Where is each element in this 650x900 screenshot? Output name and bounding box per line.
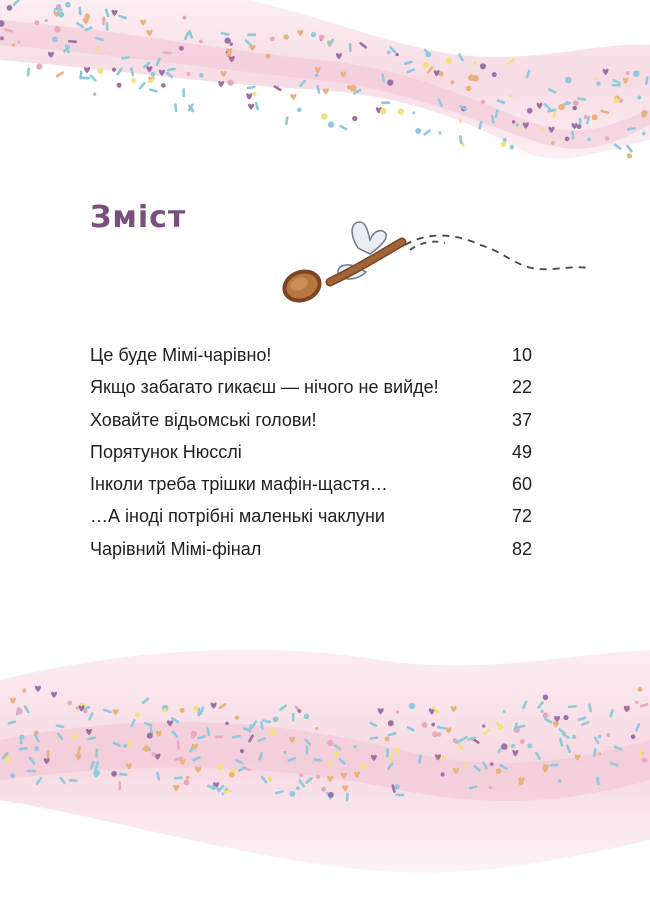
sprinkle-dot bbox=[117, 83, 122, 88]
sprinkle-dot bbox=[321, 787, 326, 792]
sprinkle-dot bbox=[36, 63, 42, 69]
sprinkle-stick bbox=[386, 748, 389, 757]
sprinkle-dot bbox=[563, 715, 568, 720]
sprinkle-stick bbox=[69, 779, 78, 782]
sprinkle-dot bbox=[16, 708, 22, 714]
sprinkle-dot bbox=[501, 141, 507, 147]
sprinkle-dot bbox=[510, 145, 515, 150]
sprinkle-stick bbox=[612, 84, 621, 87]
sprinkle-stick bbox=[381, 101, 390, 104]
sprinkle-dot bbox=[94, 774, 98, 778]
sprinkle-dot bbox=[22, 688, 26, 692]
sprinkle-dot bbox=[182, 16, 186, 20]
sprinkle-dot bbox=[76, 706, 79, 709]
toc-entry-page: 10 bbox=[511, 345, 532, 365]
sprinkle-dot bbox=[229, 772, 235, 778]
sprinkle-dot bbox=[34, 20, 39, 25]
sprinkle-dot bbox=[186, 72, 190, 76]
sprinkle-dot bbox=[415, 128, 421, 134]
sprinkle-dot bbox=[147, 733, 153, 739]
toc-entry-page: 49 bbox=[511, 441, 532, 462]
sprinkle-dot bbox=[350, 85, 357, 92]
sprinkle-dot bbox=[480, 63, 486, 69]
sprinkle-dot bbox=[5, 756, 11, 762]
sprinkle-dot bbox=[297, 107, 302, 112]
sprinkle-dot bbox=[315, 727, 318, 730]
sprinkle-dot bbox=[398, 109, 404, 115]
sprinkle-stick bbox=[346, 792, 349, 801]
toc-entry-title: …А іноді потрібні маленькі чаклуни bbox=[90, 506, 385, 527]
sprinkle-dot bbox=[425, 52, 431, 58]
sprinkle-dot bbox=[481, 100, 485, 104]
sprinkle-dot bbox=[496, 768, 502, 774]
sprinkle-dot bbox=[543, 695, 549, 701]
sprinkle-dot bbox=[437, 732, 442, 737]
sprinkle-ribbon-top bbox=[0, 0, 650, 200]
page-title: Зміст bbox=[90, 200, 187, 235]
sprinkle-dot bbox=[441, 772, 445, 776]
sprinkle-stick bbox=[292, 713, 295, 722]
sprinkle-dot bbox=[270, 37, 275, 42]
sprinkle-dot bbox=[235, 716, 239, 720]
sprinkle-dot bbox=[606, 733, 610, 737]
sprinkle-stick bbox=[106, 22, 109, 31]
sprinkle-dot bbox=[183, 780, 189, 786]
sprinkle-dot bbox=[511, 744, 515, 748]
sprinkle-dot bbox=[395, 53, 398, 56]
sprinkle-dot bbox=[361, 763, 366, 768]
sprinkle-dot bbox=[283, 34, 288, 39]
table-of-contents bbox=[90, 345, 532, 571]
sprinkle-dot bbox=[315, 74, 318, 77]
sprinkle-dot bbox=[186, 776, 190, 780]
sprinkle-dot bbox=[163, 708, 167, 712]
sprinkle-dot bbox=[587, 138, 591, 142]
sprinkle-dot bbox=[296, 786, 300, 790]
sprinkle-dot bbox=[464, 763, 468, 767]
sprinkle-dot bbox=[199, 40, 203, 44]
sprinkle-dot bbox=[45, 19, 48, 22]
sprinkle-dot bbox=[551, 141, 555, 145]
sprinkle-dot bbox=[450, 80, 454, 84]
sprinkle-dot bbox=[412, 111, 415, 114]
sprinkle-dot bbox=[328, 121, 334, 127]
sprinkle-dot bbox=[516, 123, 519, 126]
toc-entry[interactable] bbox=[90, 506, 532, 538]
sprinkle-dot bbox=[641, 110, 647, 116]
sprinkle-dot bbox=[252, 92, 257, 97]
sprinkle-dot bbox=[592, 114, 598, 120]
sprinkle-dot bbox=[54, 26, 60, 32]
sprinkle-dot bbox=[225, 722, 229, 726]
sprinkle-dot bbox=[520, 739, 525, 744]
sprinkle-dot bbox=[321, 113, 327, 119]
sprinkle-dot bbox=[459, 119, 462, 122]
toc-entry-title: Інколи треба трішки мафін-щастя… bbox=[90, 474, 388, 495]
toc-entry-title: Порятунок Нюсслі bbox=[90, 441, 242, 462]
sprinkle-dot bbox=[199, 73, 203, 77]
sprinkle-stick bbox=[27, 769, 36, 772]
sprinkle-dot bbox=[316, 774, 320, 778]
sprinkle-heart bbox=[248, 104, 254, 110]
sprinkle-dot bbox=[572, 735, 576, 739]
sprinkle-stick bbox=[390, 753, 393, 762]
sprinkle-dot bbox=[438, 131, 441, 134]
sprinkle-dot bbox=[409, 703, 415, 709]
sprinkle-dot bbox=[596, 82, 600, 86]
sprinkle-dot bbox=[226, 52, 231, 57]
sprinkle-dot bbox=[439, 71, 444, 76]
sprinkle-dot bbox=[65, 2, 71, 8]
sprinkle-dot bbox=[565, 77, 572, 84]
sprinkle-stick bbox=[306, 746, 309, 755]
sprinkle-dot bbox=[473, 61, 476, 64]
sprinkle-dot bbox=[387, 50, 391, 54]
sprinkle-stick bbox=[247, 34, 256, 37]
sprinkle-dot bbox=[354, 745, 357, 748]
toc-entry-page: 22 bbox=[511, 377, 532, 398]
toc-entry-title: Якщо забагато гикаєш — нічого не вийде! bbox=[90, 377, 439, 398]
sprinkle-heart bbox=[290, 94, 296, 100]
sprinkle-dot bbox=[352, 116, 357, 121]
sprinkle-stick bbox=[254, 101, 259, 110]
sprinkle-stick bbox=[247, 86, 256, 90]
sprinkle-dot bbox=[111, 771, 117, 777]
sprinkle-stick bbox=[138, 81, 146, 89]
sprinkle-stick bbox=[174, 103, 177, 112]
sprinkle-dot bbox=[229, 42, 232, 45]
sprinkle-dot bbox=[93, 93, 96, 96]
sprinkle-dot bbox=[519, 126, 522, 129]
sprinkle-dot bbox=[304, 714, 310, 720]
toc-entry[interactable] bbox=[90, 345, 532, 377]
sprinkle-dot bbox=[224, 38, 230, 44]
sprinkle-dot bbox=[558, 104, 564, 110]
sprinkle-dot bbox=[565, 101, 569, 105]
sprinkle-dot bbox=[512, 120, 515, 123]
sprinkle-dot bbox=[328, 792, 334, 798]
sprinkle-heart bbox=[246, 93, 252, 99]
sprinkle-dot bbox=[328, 762, 332, 766]
sprinkle-dot bbox=[453, 738, 458, 743]
toc-entry-title: Ховайте відьомські голови! bbox=[90, 409, 317, 430]
sprinkle-dot bbox=[289, 791, 295, 797]
sprinkle-dot bbox=[446, 58, 452, 64]
sprinkle-dot bbox=[394, 748, 400, 754]
sprinkle-dot bbox=[558, 779, 562, 783]
sprinkle-dot bbox=[541, 127, 544, 130]
toc-entry-page: 82 bbox=[511, 538, 532, 559]
sprinkle-dot bbox=[380, 108, 386, 114]
sprinkle-dot bbox=[269, 729, 275, 735]
sprinkle-dot bbox=[626, 71, 630, 75]
sprinkle-dot bbox=[468, 74, 475, 81]
sprinkle-dot bbox=[135, 712, 140, 717]
sprinkle-dot bbox=[527, 108, 533, 114]
sprinkle-dot bbox=[637, 96, 641, 100]
sprinkle-dot bbox=[72, 734, 77, 739]
sprinkle-dot bbox=[527, 744, 532, 749]
toc-entry-page: 37 bbox=[511, 409, 532, 430]
sprinkle-stick bbox=[182, 88, 185, 97]
sprinkle-dot bbox=[501, 743, 507, 749]
sprinkle-dot bbox=[191, 731, 197, 737]
sprinkle-dot bbox=[112, 68, 116, 72]
sprinkle-stick bbox=[395, 794, 404, 797]
sprinkle-dot bbox=[12, 43, 16, 47]
toc-entry-title: Це буде Мімі-чарівно! bbox=[90, 345, 272, 365]
sprinkle-stick bbox=[118, 781, 121, 790]
sprinkle-dot bbox=[319, 34, 324, 39]
sprinkle-dot bbox=[180, 708, 185, 713]
toc-entry[interactable] bbox=[90, 442, 532, 474]
sprinkle-stick bbox=[27, 67, 31, 76]
sprinkle-dot bbox=[240, 749, 244, 753]
sprinkle-stick bbox=[149, 88, 158, 93]
sprinkle-dot bbox=[633, 71, 640, 78]
sprinkle-dot bbox=[327, 740, 333, 746]
sprinkle-dot bbox=[19, 734, 24, 739]
sprinkle-stick bbox=[459, 135, 463, 144]
sprinkle-dot bbox=[431, 723, 435, 727]
sprinkle-stick bbox=[550, 764, 559, 767]
toc-entry[interactable] bbox=[90, 410, 532, 442]
sprinkle-dot bbox=[273, 716, 279, 722]
sprinkle-dot bbox=[635, 701, 638, 704]
toc-entry-page: 60 bbox=[511, 474, 532, 495]
sprinkle-dot bbox=[10, 773, 15, 778]
sprinkle-dot bbox=[394, 784, 399, 789]
sprinkle-dot bbox=[489, 786, 492, 789]
sprinkle-dot bbox=[642, 132, 646, 136]
sprinkle-dot bbox=[565, 137, 570, 142]
sprinkle-dot bbox=[17, 41, 20, 44]
sprinkle-dot bbox=[503, 138, 507, 142]
sprinkle-dot bbox=[161, 83, 166, 88]
sprinkle-dot bbox=[573, 100, 579, 106]
sprinkle-dot bbox=[509, 95, 512, 98]
sprinkle-dot bbox=[193, 706, 198, 711]
sprinkle-dot bbox=[385, 737, 390, 742]
sprinkle-ribbon-bottom bbox=[0, 620, 650, 900]
sprinkle-dot bbox=[598, 752, 601, 755]
sprinkle-dot bbox=[83, 709, 87, 713]
sprinkle-stick bbox=[214, 735, 223, 738]
sprinkle-stick bbox=[285, 116, 289, 125]
winged-spoon-icon bbox=[270, 210, 610, 320]
toc-entry[interactable] bbox=[90, 539, 532, 571]
sprinkle-dot bbox=[266, 54, 271, 59]
sprinkle-dot bbox=[227, 79, 233, 85]
sprinkle-dot bbox=[466, 86, 472, 92]
sprinkle-dot bbox=[503, 710, 506, 713]
sprinkle-dot bbox=[68, 701, 72, 705]
sprinkle-dot bbox=[52, 36, 58, 42]
sprinkle-dot bbox=[283, 751, 286, 754]
sprinkle-dot bbox=[299, 773, 303, 777]
sprinkle-dot bbox=[631, 734, 636, 739]
sprinkle-dot bbox=[627, 153, 632, 158]
sprinkle-dot bbox=[541, 710, 544, 713]
sprinkle-stick bbox=[55, 71, 64, 78]
toc-entry[interactable] bbox=[90, 377, 532, 409]
sprinkle-dot bbox=[423, 62, 429, 68]
sprinkle-dot bbox=[334, 754, 338, 758]
sprinkle-dot bbox=[637, 687, 642, 692]
sprinkle-dot bbox=[605, 136, 609, 140]
sprinkle-dot bbox=[614, 98, 620, 104]
sprinkle-dot bbox=[387, 79, 393, 85]
sprinkle-dot bbox=[388, 720, 394, 726]
sprinkle-stick bbox=[626, 144, 633, 153]
sprinkle-stick bbox=[423, 129, 432, 136]
sprinkle-dot bbox=[0, 37, 4, 41]
sprinkle-dot bbox=[519, 781, 524, 786]
sprinkle-dot bbox=[143, 745, 149, 751]
sprinkle-dot bbox=[482, 724, 485, 727]
sprinkle-dot bbox=[58, 11, 64, 17]
sprinkle-dot bbox=[543, 712, 549, 718]
sprinkle-dot bbox=[34, 746, 39, 751]
toc-entry-page: 72 bbox=[511, 506, 532, 527]
sprinkle-dot bbox=[152, 752, 157, 757]
sprinkle-dot bbox=[594, 77, 597, 80]
sprinkle-stick bbox=[81, 76, 90, 79]
sprinkle-stick bbox=[339, 124, 348, 131]
sprinkle-dot bbox=[422, 722, 428, 728]
sprinkle-dot bbox=[179, 46, 184, 51]
sprinkle-dot bbox=[268, 776, 273, 781]
sprinkle-dot bbox=[572, 106, 576, 110]
sprinkle-dot bbox=[311, 32, 316, 37]
sprinkle-dot bbox=[492, 72, 497, 77]
sprinkle-dot bbox=[131, 78, 136, 83]
toc-entry-title: Чарівний Мімі-фінал bbox=[90, 538, 262, 559]
sprinkle-dot bbox=[218, 764, 224, 770]
sprinkle-stick bbox=[47, 750, 50, 759]
sprinkle-dot bbox=[7, 5, 13, 11]
sprinkle-dot bbox=[150, 72, 155, 77]
sprinkle-dot bbox=[490, 762, 494, 766]
sprinkle-dot bbox=[598, 735, 602, 739]
sprinkle-dot bbox=[103, 18, 106, 21]
sprinkle-dot bbox=[298, 709, 301, 712]
sprinkle-dot bbox=[95, 48, 99, 52]
sprinkle-dot bbox=[97, 68, 103, 74]
toc-entry[interactable] bbox=[90, 474, 532, 506]
sprinkle-dot bbox=[396, 711, 399, 714]
sprinkle-dot bbox=[642, 758, 647, 763]
